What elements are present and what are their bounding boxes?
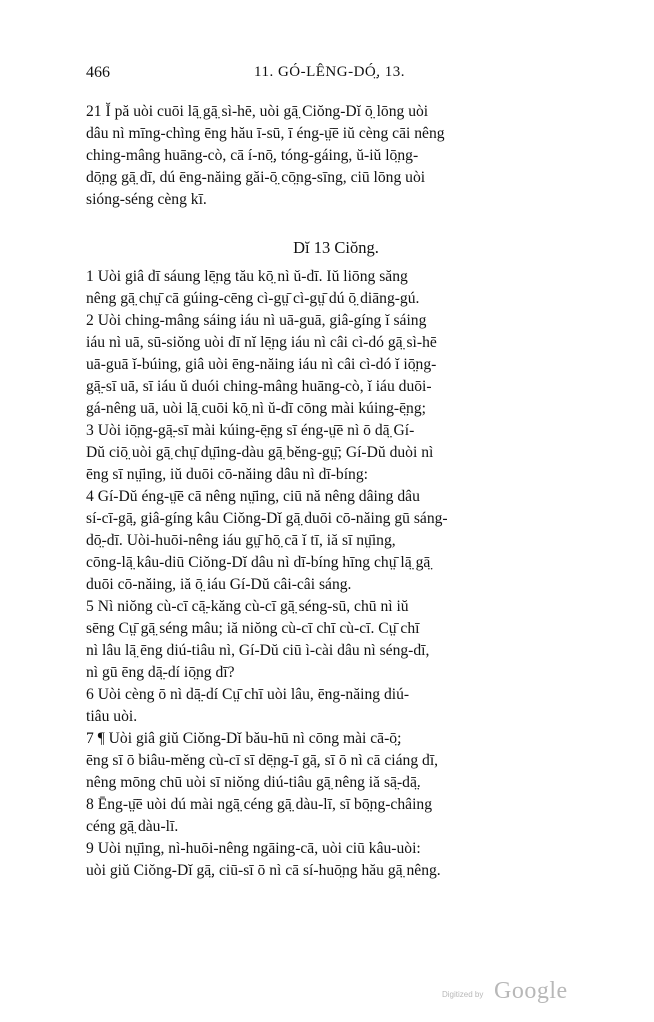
text-line: duōi cō-năing, iă ō̤ iáu Gí-Dŭ câi-câi sáng. (86, 576, 352, 593)
chapter-text (86, 266, 586, 882)
text-line: nì gū ēng dā̤-dí iō̤ng dī? (86, 664, 235, 681)
text-line: 8 Ēng-ṳ̄ē uòi dú mài ngā̤ céng gā̤ dàu-lī, sī bō̤ng-châing (86, 796, 433, 813)
text-line: 2 Uòi ching-mâng sáing iáu nì uā-guā, giâ-gíng ĭ sáing (86, 312, 427, 329)
text-line: 6 Uòi cèng ō nì dā̤-dí Cṳ̄ chī uòi lâu, ēng-năing diú- (86, 686, 410, 703)
chapter-title: Dĭ 13 Ciŏng. (293, 238, 379, 257)
text-line: céng gā̤ dàu-lī. (86, 818, 179, 835)
text-line: uòi giŭ Ciŏng-Dĭ gā̤, ciū-sī ō nì cā sí-huō̤ng hău gā̤ nêng. (86, 862, 441, 879)
text-line: Dŭ ciō̤ uòi gā̤ chṳ̄ dṳ̄ing-dàu gā̤ bĕng-gṳ̄; Gí-Dŭ duòi nì (86, 444, 434, 461)
text-line: gá-nêng uā, uòi lā̤ cuōi kō̤ nì ŭ-dī cōng mài kúing-ē̤ng; (86, 400, 426, 417)
page-number: 466 (86, 64, 110, 81)
google-watermark (442, 978, 582, 1008)
text-line: 7 ¶ Uòi giâ giŭ Ciŏng-Dĭ bău-hū nì cōng mài cā-ō̤; (86, 730, 402, 747)
text-line: 21 Ĭ pă uòi cuōi lā̤ gā̤ sì-hē, uòi gā̤ Ciŏng-Dĭ ō̤ lōng uòi (86, 103, 429, 120)
text-line: sí-cī-gā̤, giâ-gíng kâu Ciŏng-Dĭ gā̤ duōi cō-năing gū sáng- (86, 510, 448, 527)
text-line: iáu nì uā, sū-siŏng uòi dī nĭ lē̤ng iáu nì câi cì-dó gā̤ sì-hē (86, 334, 437, 351)
text-line: dō̤-dī. Uòi-huōi-nêng iáu gṳ̄ hō̤ cā ĭ tī, iă sī nṳ̄ing, (86, 532, 396, 549)
text-line: ēng sī nṳ̄ing, iŭ duōi cō-năing dâu nì dī-bíng: (86, 466, 368, 483)
text-line: uā-guā ĭ-búing, giâ uòi ēng-năing iáu nì câi cì-dó ĭ iō̤ng- (86, 356, 437, 373)
google-logo: Google (494, 978, 568, 1004)
text-line: 9 Uòi nṳ̄ing, nì-huōi-nêng ngāing-cā, uòi ciū kâu-uòi: (86, 840, 421, 857)
text-line: gā̤-sī uā, sī iáu ŭ duói ching-mâng huāng-cò, ĭ iáu duōi- (86, 378, 432, 395)
running-head: 11. GÓ-LÊNG-DÓ̤, 13. (254, 64, 406, 80)
text-line: 1 Uòi giâ dī sáung lē̤ng tău kō̤ nì ŭ-dī. Iŭ liōng săng (86, 268, 408, 285)
text-line: sióng-séng cèng kī. (86, 191, 207, 208)
text-line: nêng mōng chū uòi sī niŏng diú-tiâu gā̤ nêng iă sā̤-dā̤. (86, 774, 421, 791)
text-line: 4 Gí-Dŭ éng-ṳ̄ē cā nêng nṳ̄ing, ciū nă nêng dâing dâu (86, 488, 420, 505)
text-line: tiâu uòi. (86, 708, 138, 725)
text-line: sēng Cṳ̄ gā̤ séng mâu; iă niŏng cù-cī chī cù-cī. Cṳ̄ chī (86, 620, 420, 637)
digitized-by-label: Digitized by (442, 990, 484, 999)
page-header (86, 64, 586, 88)
text-line: dō̤ng gā̤ dī, dú ēng-năing găi-ō̤ cō̤ng-sīng, ciū lōng uòi (86, 169, 426, 186)
text-line: ching-mâng huāng-cò, cā í-nō̤, tóng-gáing, ŭ-iŭ lō̤ng- (86, 147, 419, 164)
text-line: 3 Uòi iō̤ng-gā̤-sī mài kúing-ē̤ng sī éng-ṳ̄ē nì ō dā̤ Gí- (86, 422, 415, 439)
text-line: ēng sī ō biâu-mĕng cù-cī sī dē̤ng-ī gā̤, sī ō nì cā ciáng dī, (86, 752, 439, 769)
text-line: cōng-lā̤ kâu-diū Ciŏng-Dĭ dâu nì dī-bíng hīng chṳ̄ lā̤ gā̤ (86, 554, 431, 571)
text-line: nì lâu lā̤ ēng diú-tiâu nì, Gí-Dŭ ciū ì-cài dâu nì séng-dī, (86, 642, 430, 659)
text-line: nêng gā̤ chṳ̄ cā gúing-cēng cì-gṳ̄ cì-gṳ̄ dú ō̤ diāng-gú. (86, 290, 420, 307)
text-line: dâu nì mīng-chìng ēng hău ī-sū, ī éng-ṳ̄ē iŭ cèng cāi nêng (86, 125, 445, 142)
text-line: 5 Nì niŏng cù-cī cā̤-kăng cù-cī gā̤ séng-sū, chū nì iŭ (86, 598, 409, 615)
intro-paragraph (86, 101, 586, 211)
